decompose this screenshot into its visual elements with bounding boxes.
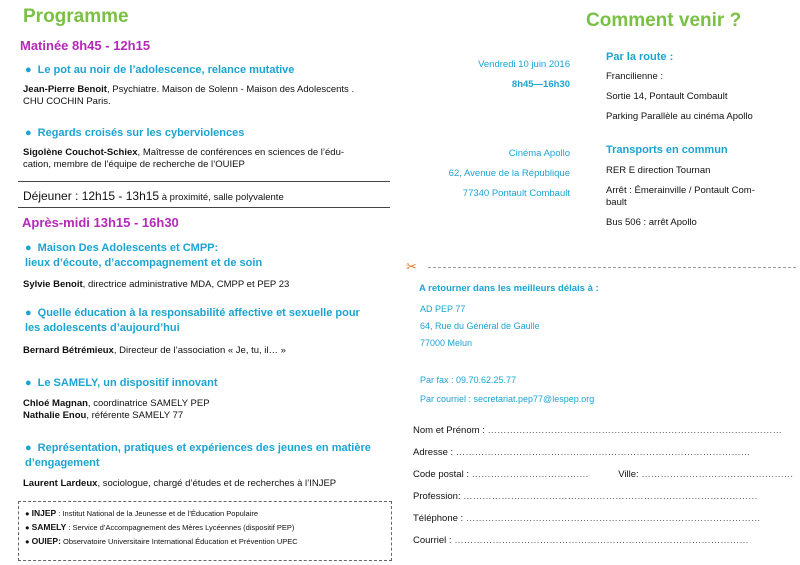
transport-directions: [606, 161, 791, 233]
form-phone-row[interactable]: Téléphone : …………………………………………………………………………………: [413, 513, 761, 524]
bullet-icon: ●: [25, 64, 32, 76]
event-date: Vendredi 10 juin 2016: [478, 59, 570, 70]
talk-6-speaker: Laurent Lardeux, sociologue, chargé d’études et de recherches à l’INJEP: [23, 478, 337, 489]
venue-name: Cinéma Apollo: [508, 148, 570, 159]
divider-bottom: [18, 207, 390, 208]
return-line: 77000 Melun: [420, 338, 473, 348]
bullet-icon: ●: [25, 127, 32, 139]
return-heading: A retourner dans les meilleurs délais à :: [419, 283, 599, 294]
lunch-line: Déjeuner : 12h15 - 13h15 à proximité, salle polyvalente: [23, 189, 284, 203]
form-email-row[interactable]: Courriel : …………………………………………………………………………………: [413, 535, 749, 546]
talk-5-title: ● Le SAMELY, un dispositif innovant: [25, 377, 218, 389]
form-name-row[interactable]: Nom et Prénom : …………………………………………………………………………………: [413, 425, 782, 436]
talk-2-speaker: Sigolène Couchot-Schiex, Maîtresse de conférences en sciences de l’édu- cation, membre de l’équipe de recherche de l’OUIEP: [23, 147, 345, 170]
bullet-icon: ●: [25, 537, 32, 546]
glossary-box: [18, 501, 392, 561]
return-address: [420, 301, 540, 352]
road-line: Francilienne :: [606, 71, 664, 82]
event-time: 8h45—16h30: [511, 79, 570, 90]
bullet-icon: ●: [25, 509, 32, 518]
talk-1-title: ● Le pot au noir de l’adolescence, relance mutative: [25, 64, 295, 76]
return-line: AD PEP 77: [420, 304, 466, 314]
talk-3-speaker: Sylvie Benoit, directrice administrative MDA, CMPP et PEP 23: [23, 279, 290, 290]
transport-line: Bus 506 : arrêt Apollo: [606, 217, 697, 228]
road-line: Sortie 14, Pontault Combault: [606, 91, 728, 102]
form-address-row[interactable]: Adresse : …………………………………………………………………………………: [413, 447, 751, 458]
glossary-item: ● SAMELY : Service d’Accompagnement des Mères Lycéennes (dispositif PEP): [25, 522, 295, 532]
email-line: Par courriel : secretariat.pep77@lespep.org: [420, 394, 595, 404]
venue-street: 62, Avenue de la République: [448, 168, 570, 179]
bullet-icon: ●: [25, 523, 32, 532]
bullet-icon: ●: [25, 442, 32, 454]
talk-4-title: ● Quelle éducation à la responsabilité affective et sexuelle pour les adolescents d’aujourd’hui: [25, 307, 360, 334]
transport-heading: Transports en commun: [606, 144, 728, 156]
talk-6-title: ● Représentation, pratiques et expériences des jeunes en matière d’engagement: [25, 442, 371, 469]
afternoon-heading: Après-midi 13h15 - 16h30: [22, 215, 179, 230]
talk-2-title: ● Regards croisés sur les cyberviolences: [25, 127, 245, 139]
bullet-icon: ●: [25, 242, 32, 254]
registration-form: [413, 420, 798, 552]
road-heading: Par la route :: [606, 51, 674, 63]
scissors-icon: ✂: [406, 259, 417, 274]
directions-title: Comment venir ?: [586, 10, 742, 31]
talk-5-speakers: Chloé Magnan, coordinatrice SAMELY PEP Nathalie Enou, référente SAMELY 77: [23, 398, 210, 421]
road-directions: [606, 67, 753, 127]
talk-1-speaker: Jean-Pierre Benoit, Psychiatre. Maison de Solenn - Maison des Adolescents . CHU COCHIN Paris.: [23, 84, 355, 107]
glossary-item: ● INJEP : Institut National de la Jeunesse et de l’Éducation Populaire: [25, 508, 258, 518]
bullet-icon: ●: [25, 307, 32, 319]
fax-line: Par fax : 09.70.62.25.77: [420, 375, 517, 385]
transport-line: RER E direction Tournan: [606, 165, 711, 176]
glossary-item: ● OUIEP: Observatoire Universitaire International Éducation et Prévention UPEC: [25, 536, 298, 546]
road-line: Parking Parallèle au cinéma Apollo: [606, 111, 753, 122]
talk-3-title: ● Maison Des Adolescents et CMPP: lieux d’écoute, d’accompagnement et de soin: [25, 242, 263, 269]
form-postal-row[interactable]: Code postal : ………………………………. Ville: …………………………………………: [413, 469, 794, 480]
talk-4-speaker: Bernard Bétrémieux, Directeur de l’association « Je, tu, il… »: [23, 345, 286, 356]
morning-heading: Matinée 8h45 - 12h15: [20, 38, 151, 53]
return-line: 64, Rue du Général de Gaulle: [420, 321, 540, 331]
programme-title: Programme: [23, 6, 129, 27]
bullet-icon: ●: [25, 377, 32, 389]
transport-line: Arrêt : Émerainville / Pontault Com- bault: [606, 185, 755, 208]
form-profession-row[interactable]: Profession: …………………………………………………………………………………: [413, 491, 758, 502]
event-venue: [400, 144, 570, 204]
venue-city: 77340 Pontault Combault: [462, 188, 570, 199]
divider-top: [18, 181, 390, 182]
cut-line: [428, 267, 796, 268]
event-datetime: [400, 55, 570, 95]
